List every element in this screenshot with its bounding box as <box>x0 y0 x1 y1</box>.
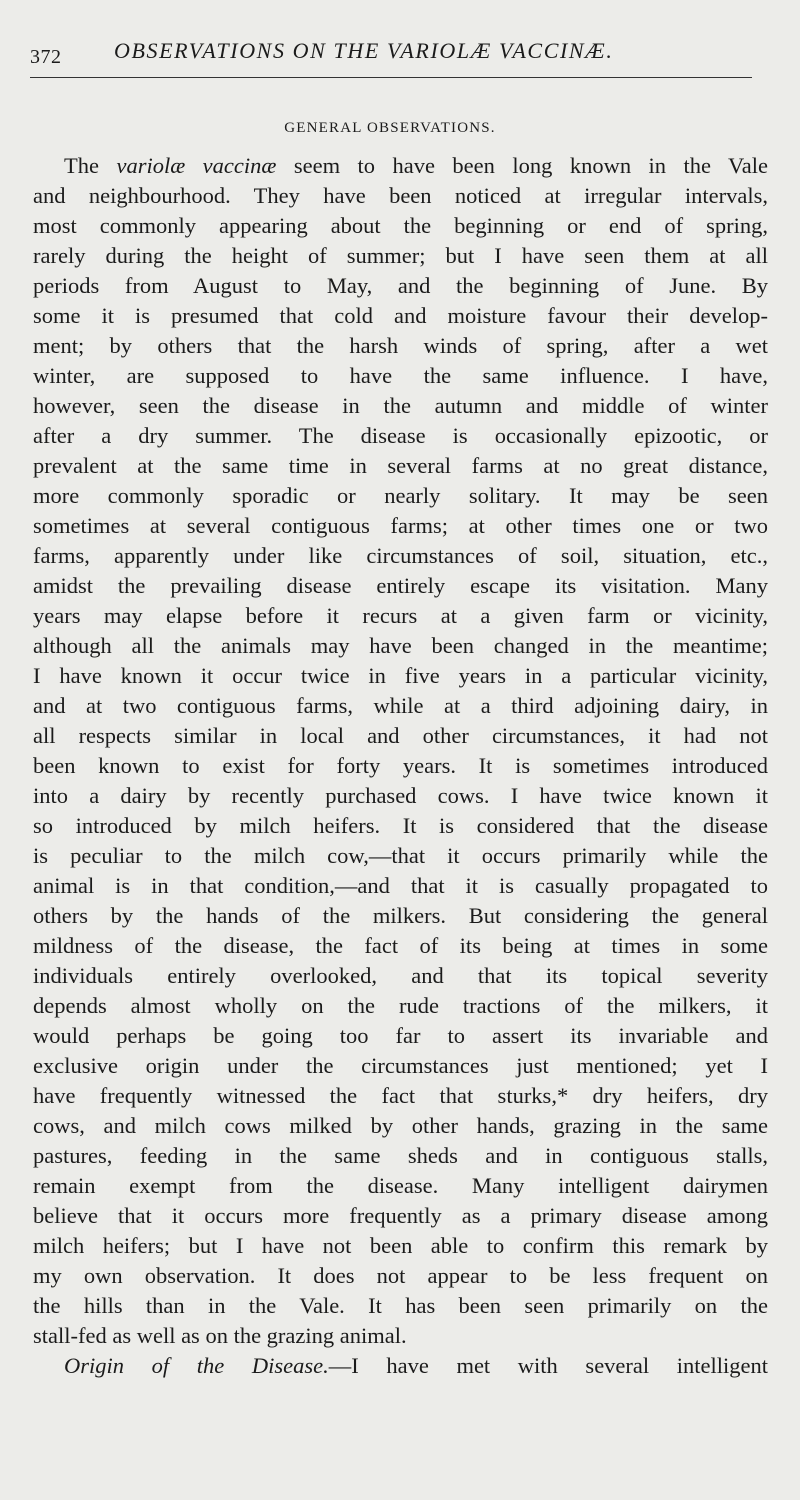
text-line: individuals entirely overlooked, and that its topical severity <box>33 963 768 988</box>
text-line: however, seen the disease in the autumn and middle of winter <box>33 393 768 418</box>
text-line: so introduced by milch heifers. It is considered that the disease <box>33 813 768 838</box>
text-line: more commonly sporadic or nearly solitary. It may be seen <box>33 483 768 508</box>
text-line: exclusive origin under the circumstances just mentioned; yet I <box>33 1053 768 1078</box>
text-line: years may elapse before it recurs at a given farm or vicinity, <box>33 603 768 628</box>
italic-term: variolæ vaccinæ <box>116 153 277 178</box>
body-text <box>33 151 768 1381</box>
text-line: cows, and milch cows milked by other hands, grazing in the same <box>33 1113 768 1138</box>
text-line: been known to exist for forty years. It is sometimes introduced <box>33 753 768 778</box>
running-title: OBSERVATIONS ON THE VARIOLÆ VACCINÆ. <box>114 38 614 63</box>
text-line: farms, apparently under like circumstances of soil, situation, etc., <box>33 543 768 568</box>
text-line: rarely during the height of summer; but I have seen them at all <box>33 243 768 268</box>
text-line: the hills than in the Vale. It has been seen primarily on the <box>33 1293 768 1318</box>
page-number: 372 <box>30 46 62 68</box>
text-line: Origin of the Disease.—I have met with several intelligent <box>64 1353 768 1378</box>
paragraph-heading: Origin of the Disease. <box>64 1353 329 1378</box>
text-line: others by the hands of the milkers. But considering the general <box>33 903 768 928</box>
text-line: my own observation. It does not appear to be less frequent on <box>33 1263 768 1288</box>
text-line: ment; by others that the harsh winds of spring, after a wet <box>33 333 768 358</box>
text-line: all respects similar in local and other circumstances, it had not <box>33 723 768 748</box>
text-line: have frequently witnessed the fact that sturks,* dry heifers, dry <box>33 1083 768 1108</box>
header-rule <box>30 77 752 78</box>
text-line: would perhaps be going too far to assert its invariable and <box>33 1023 768 1048</box>
text-line: amidst the prevailing disease entirely escape its visitation. Many <box>33 573 768 598</box>
text-line: prevalent at the same time in several farms at no great distance, <box>33 453 768 478</box>
text-line: sometimes at several contiguous farms; at other times one or two <box>33 513 768 538</box>
text-line: winter, are supposed to have the same influence. I have, <box>33 363 768 388</box>
text-line: after a dry summer. The disease is occasionally epizootic, or <box>33 423 768 448</box>
text-line: stall-fed as well as on the grazing animal. <box>33 1323 407 1348</box>
text-line: animal is in that condition,—and that it is casually propagated to <box>33 873 768 898</box>
text-line: depends almost wholly on the rude tractions of the milkers, it <box>33 993 768 1018</box>
text-line: pastures, feeding in the same sheds and in contiguous stalls, <box>33 1143 768 1168</box>
text-line: is peculiar to the milch cow,—that it occurs primarily while the <box>33 843 768 868</box>
text-line: periods from August to May, and the beginning of June. By <box>33 273 768 298</box>
text-line: mildness of the disease, the fact of its being at times in some <box>33 933 768 958</box>
text-line: and at two contiguous farms, while at a third adjoining dairy, in <box>33 693 768 718</box>
text-line: I have known it occur twice in five years in a particular vicinity, <box>33 663 768 688</box>
text-line: and neighbourhood. They have been noticed at irregular intervals, <box>33 183 768 208</box>
text-line: some it is presumed that cold and moisture favour their develop- <box>33 303 768 328</box>
text-line: most commonly appearing about the beginning or end of spring, <box>33 213 768 238</box>
section-heading: GENERAL OBSERVATIONS. <box>284 120 496 136</box>
text-line: although all the animals may have been changed in the meantime; <box>33 633 768 658</box>
text-line: The variolæ vaccinæ seem to have been long known in the Vale <box>64 153 768 178</box>
text-line: milch heifers; but I have not been able to confirm this remark by <box>33 1233 768 1258</box>
text-line: believe that it occurs more frequently as a primary disease among <box>33 1203 768 1228</box>
text-line: remain exempt from the disease. Many intelligent dairymen <box>33 1173 768 1198</box>
text-line: into a dairy by recently purchased cows. I have twice known it <box>33 783 768 808</box>
